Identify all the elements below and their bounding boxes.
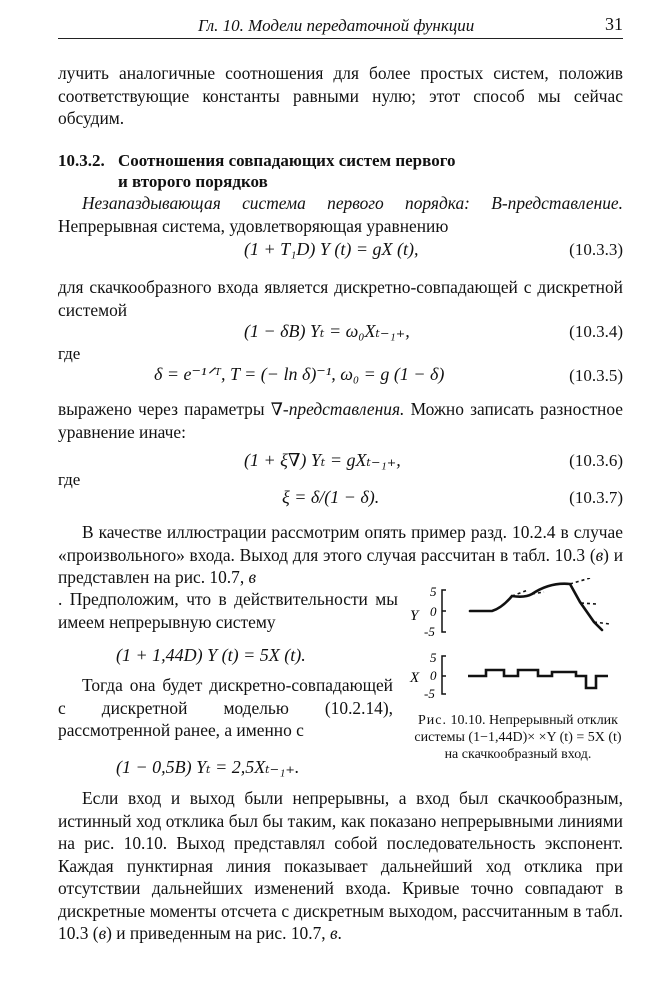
paragraph-6-figref: в [329, 923, 338, 943]
paragraph-4-italic: в [595, 544, 604, 565]
caption-text: 10.10. Непрерывный отклик системы (1−1,44D)× [414, 713, 618, 745]
equation-10-3-5: δ = e⁻¹ᐟᵀ, T = (− ln δ)⁻¹, ω₀ = g (1 − δ) [154, 364, 445, 384]
paragraph-2: для скачкообразного входа является дискретно-совпадающей с дискретной системой [58, 277, 623, 320]
caption-text-2: ×Y (t) = 5X (t) на скачкообразный вход. [444, 730, 622, 762]
section-title-line1: Соотношения совпадающих систем первого [118, 151, 456, 170]
input-step-signal [468, 670, 608, 688]
paragraph-1-lead: Незапаздывающая система первого порядка: В-представление. [82, 193, 623, 213]
y-tick-mid: 0 [430, 604, 437, 619]
equation-10-3-7: ξ = δ/(1 − δ). [282, 487, 380, 507]
paragraph-5: Тогда она будет дискретно-совпадающей с дискретной моделью (10.2.14), рассмотренной ранее, а именно с [58, 675, 393, 740]
running-header [58, 14, 623, 39]
x-tick-top: 5 [430, 650, 437, 665]
paragraph-1-rest: Непрерывная система, удовлетворяющая уравнению [58, 215, 449, 236]
paragraph-6 [58, 787, 623, 945]
y-tick-top: 5 [430, 584, 437, 599]
paragraph-1 [58, 192, 623, 237]
header-title: Гл. 10. Модели передаточной функции [198, 16, 475, 35]
equation-number-10-3-3: (10.3.3) [569, 240, 623, 259]
section-heading [58, 150, 623, 192]
figure-10-10 [400, 578, 630, 708]
x-axis-label: X [410, 670, 420, 686]
paragraph-4-figref: в [248, 567, 257, 587]
where-label-1: где [58, 344, 81, 363]
equation-discrete: (1 − 0,5B) Yₜ = 2,5Xₜ₋₁₊. [116, 757, 300, 777]
caption-lead: Рис. [418, 713, 448, 728]
y-tick-bottom: -5 [424, 624, 435, 639]
equation-10-3-4: (1 − δB) Yₜ = ω₀Xₜ₋₁₊, [244, 321, 410, 341]
section-number: 10.3.2. [58, 151, 105, 170]
section-title-line2: и второго порядков [118, 172, 268, 191]
equation-number-10-3-6: (10.3.6) [569, 451, 623, 470]
equation-continuous: (1 + 1,44D) Y (t) = 5X (t). [116, 645, 306, 665]
paragraph-3 [58, 398, 623, 443]
figure-caption [412, 712, 624, 763]
paragraph-4-rest: ) и представлен на рис. 10.7, [58, 544, 623, 587]
paragraph-3-normal: выражено через параметры ∇- [58, 399, 289, 419]
where-label-2: где [58, 470, 81, 489]
paragraph-6-rest: ) и приведенным на рис. 10.7, [106, 923, 330, 943]
equation-10-3-3: (1 + T₁D) Y (t) = gX (t), [244, 239, 419, 259]
x-axis-bracket [442, 656, 446, 694]
paragraph-3-italic: представления. [288, 399, 405, 419]
paragraph-3-rest: Можно записать разностное уравнение иначе: [58, 399, 623, 442]
page-number: 31 [605, 14, 623, 34]
paragraph-4-text: В качестве иллюстрации рассмотрим опять пример разд. 10.2.4 в случае «произвольного» входа. Выход для этого случая рассчитан в табл. 10.3 ( [58, 522, 623, 565]
paragraph-6-end: . [337, 923, 342, 943]
equation-number-10-3-7: (10.3.7) [569, 488, 623, 507]
paragraph-6-italic: в [98, 923, 107, 943]
output-response-curve [470, 584, 602, 630]
y-axis-label: Y [410, 608, 419, 624]
equation-number-10-3-4: (10.3.4) [569, 322, 623, 341]
paragraph-4-end: . Предположим, что в действительности мы имеем непрерывную систему [58, 589, 398, 632]
equation-10-3-6: (1 + ξ∇) Yₜ = gXₜ₋₁₊, [244, 450, 401, 470]
equation-number-10-3-5: (10.3.5) [569, 366, 623, 385]
intro-paragraph: лучить аналогичные соотношения для более простых систем, положив соответствующие константы равными нулю; этот способ мы сейчас обсудим. [58, 63, 623, 128]
paragraph-6-text: Если вход и выход были непрерывны, а вход был скачкообразным, истинный ход отклика был бы таким, как показано непрерывными линиями на рис. 10.10. Выход представлял собой последовательность экспонент. Каждая пунктирная линия показывает дальнейший ход отклика при отсутствии дальнейших изменений входа. Кривые точно совпадают в дискретные моменты отсчета с дискретным выходом, рассчитанным в табл. 10.3 ( [58, 788, 623, 943]
x-tick-bottom: -5 [424, 686, 435, 701]
x-tick-mid: 0 [430, 668, 437, 683]
